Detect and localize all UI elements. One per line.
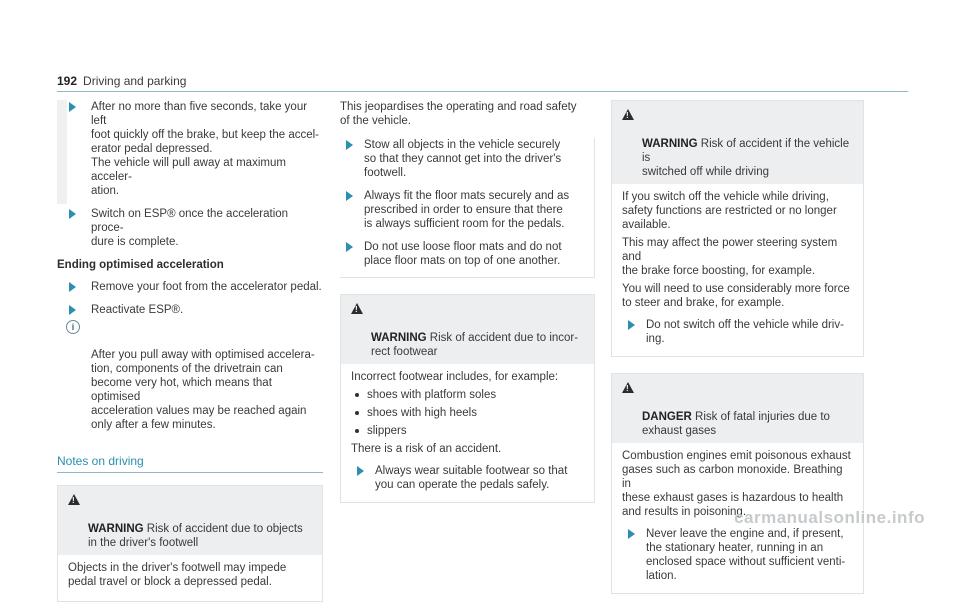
section-heading-notes-on-driving: Notes on driving xyxy=(57,454,323,473)
step-reactivate-esp: Reactivate ESP®. xyxy=(57,303,323,317)
warning-triangle-icon: ! xyxy=(351,303,363,314)
step-arrow-icon xyxy=(357,466,364,476)
warning-triangle-icon: ! xyxy=(622,109,634,120)
step-arrow-icon xyxy=(69,209,76,219)
header-divider xyxy=(57,91,908,92)
list-item: shoes with platform soles xyxy=(351,388,584,402)
warning-title: Risk of accident due to incor- rect footwear xyxy=(371,332,579,358)
warning-box-switch-off: ! WARNING Risk of accident if the vehicle is switched off while driving If you switch off the vehicle while driving, safety functions are restricted or no longer available. This may affect the power steering system and the brake force boosting, for example. You will need to use considerably more force to steer and brake, for example. Do not switch off the vehicle while driv- ing. xyxy=(611,100,864,357)
page-section-title: Driving and parking xyxy=(83,74,187,88)
info-note: i After you pull away with optimised accelera- tion, components of the drivetrain can become very hot, which means that optimised acceleration values may be reached again only after a few minutes. xyxy=(57,320,323,432)
warning-box-footwell-objects xyxy=(57,485,323,602)
danger-title: Risk of fatal injuries due to exhaust gases xyxy=(642,411,830,437)
danger-triangle-icon: ! xyxy=(622,382,634,393)
step-switch-on-esp: Switch on ESP® once the acceleration proce- dure is complete. xyxy=(57,207,323,249)
warning-intro: Incorrect footwear includes, for example: xyxy=(351,371,559,383)
step-do-not-switch-off: Do not switch off the vehicle while driv- ing. xyxy=(622,318,853,346)
step-fit-floor-mats: Always fit the floor mats securely and as prescribed in order to ensure that there is always sufficient room for the pedals. xyxy=(340,189,594,231)
step-arrow-icon xyxy=(69,102,76,112)
danger-label: DANGER xyxy=(642,411,692,423)
step-arrow-icon xyxy=(346,140,353,150)
warning-body: Objects in the driver's footwell may impede pedal travel or block a depressed pedal. xyxy=(68,562,287,588)
step-no-loose-mats: Do not use loose floor mats and do not place floor mats on top of one another. xyxy=(340,240,594,268)
warning-box-footwear xyxy=(340,294,595,503)
step-remove-foot: Remove your foot from the accelerator pedal. xyxy=(57,280,323,294)
warning-label: WARNING xyxy=(371,332,427,344)
step-never-leave-engine-running: Never leave the engine and, if present, the stationary heater, running in an enclosed space without sufficient venti- lation. xyxy=(622,527,853,583)
step-arrow-icon xyxy=(69,305,76,315)
step-release-brake: After no more than five seconds, take your left foot quickly off the brake, but keep the accel- erator pedal depressed. The vehicle will pull away at maximum acceler- ation. xyxy=(57,100,323,198)
warning-title: Risk of accident due to objects in the driver's footwell xyxy=(88,523,303,549)
step-stow-objects: Stow all objects in the vehicle securely so that they cannot get into the driver's footwell. xyxy=(340,138,594,180)
list-item: shoes with high heels xyxy=(351,406,584,420)
step-arrow-icon xyxy=(346,242,353,252)
risk-text: There is a risk of an accident. xyxy=(351,443,502,455)
warning-triangle-icon: ! xyxy=(68,494,80,505)
step-arrow-icon xyxy=(69,282,76,292)
intro-paragraph: This jeopardises the operating and road safety of the vehicle. xyxy=(340,101,577,127)
footwear-list xyxy=(351,388,584,438)
subheading-ending-optimised-acceleration: Ending optimised acceleration xyxy=(57,259,224,271)
column-middle xyxy=(340,100,595,503)
page-header xyxy=(57,74,186,88)
watermark: carmanualsonline.info xyxy=(734,508,925,527)
warning-label: WARNING xyxy=(88,523,144,535)
page-number: 192 xyxy=(57,74,78,88)
danger-box-exhaust: ! DANGER Risk of fatal injuries due to exhaust gases Combustion engines emit poisonous exhaust gases such as carbon monoxide. Breathing in these exhaust gases is hazardous to health and results in poisoning. Never leave the engine and, if present, the stationary heater, running in an enclosed space without sufficient venti- lation. xyxy=(611,373,864,594)
steps-container xyxy=(340,138,595,278)
column-left xyxy=(57,100,323,602)
list-item: slippers xyxy=(351,424,584,438)
warning-label: WARNING xyxy=(642,138,698,150)
info-icon: i xyxy=(66,320,80,334)
step-arrow-icon xyxy=(346,191,353,201)
step-arrow-icon xyxy=(628,529,635,539)
step-wear-suitable-footwear: Always wear suitable footwear so that you can operate the pedals safely. xyxy=(351,464,584,492)
warning-title: Risk of accident if the vehicle is switched off while driving xyxy=(642,138,850,178)
step-arrow-icon xyxy=(628,320,635,330)
